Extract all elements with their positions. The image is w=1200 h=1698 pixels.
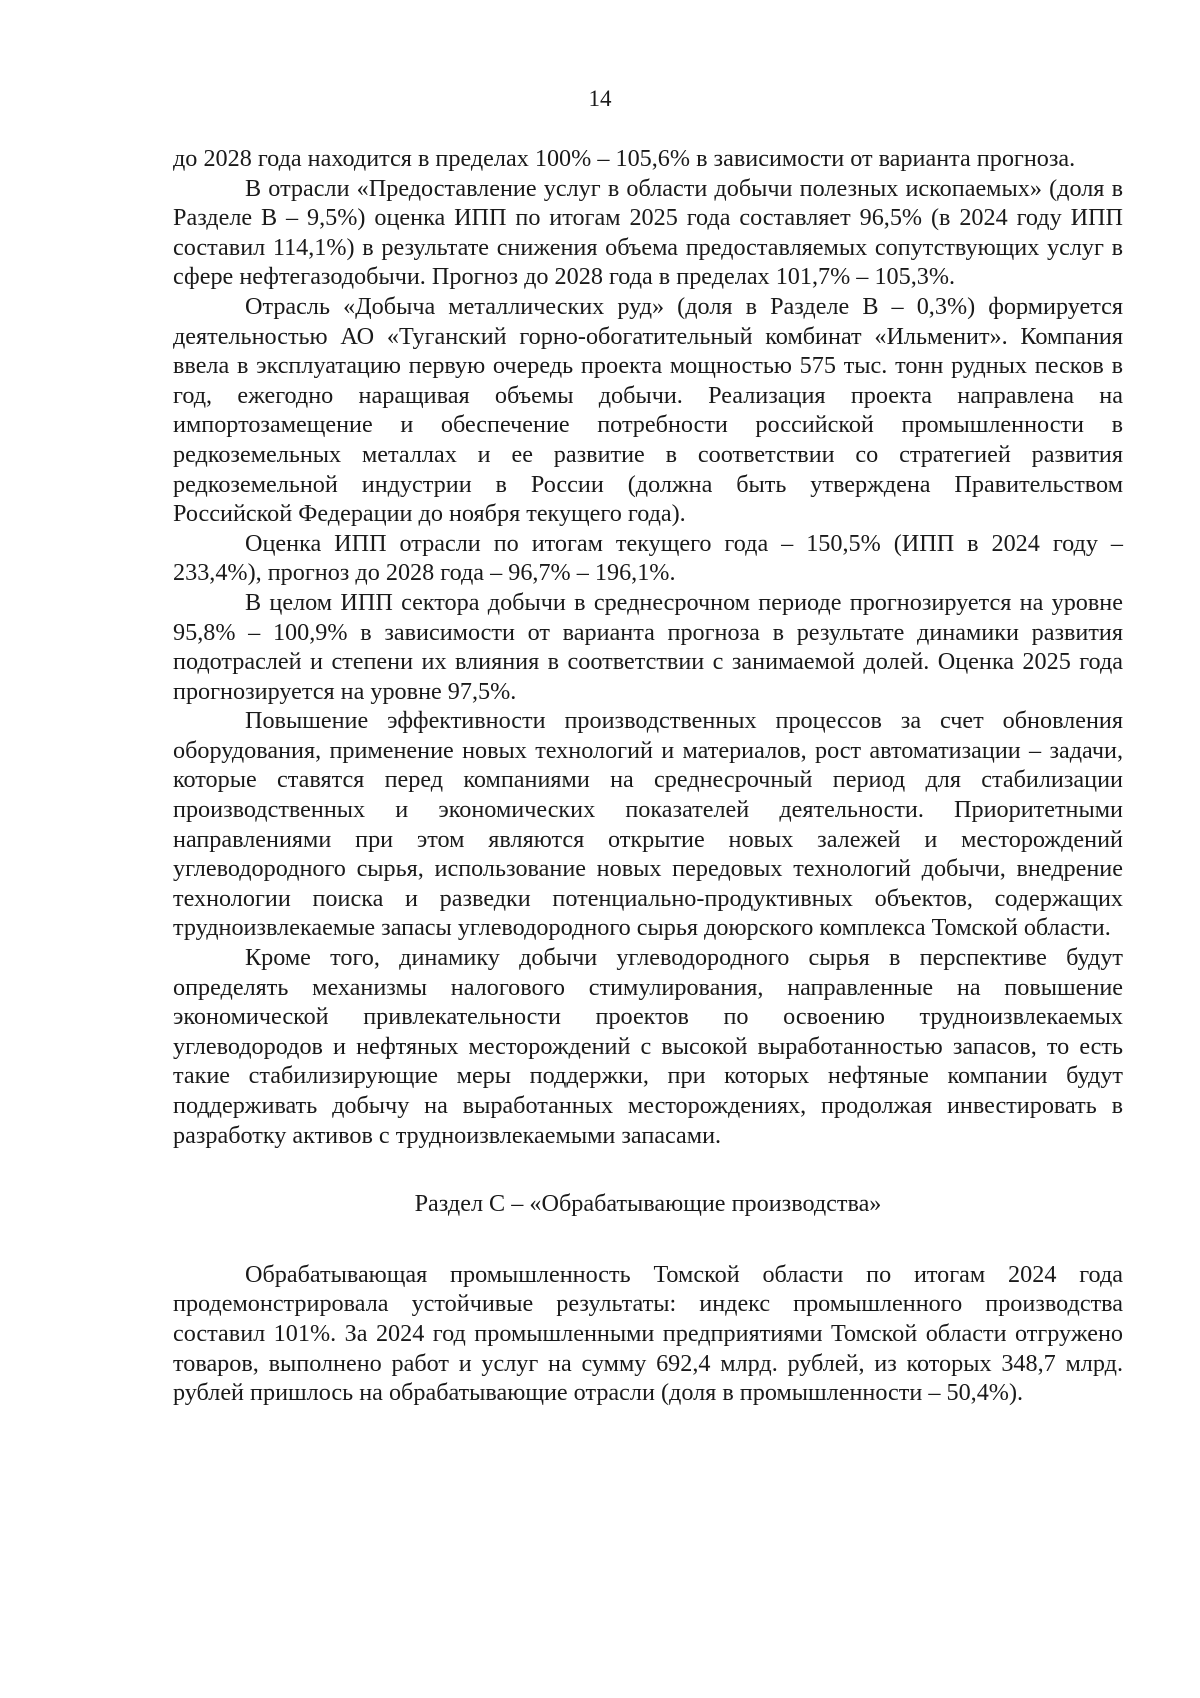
- paragraph-tax-incentives: Кроме того, динамику добычи углеводородного сырья в перспективе будут определять механизмы налогового стимулирования, направленные на повышение экономической привлекательности проектов по освоению трудноизвлекаемых углеводородов и нефтяных месторождений с высокой выработанностью запасов, то есть такие стабилизирующие меры поддержки, при которых нефтяные компании будут поддерживать добычу на выработанных месторождениях, продолжая инвестировать в разработку активов с трудноизвлекаемыми запасами.: [173, 944, 1123, 1149]
- paragraph-manufacturing: Обрабатывающая промышленность Томской области по итогам 2024 года продемонстрировала устойчивые результаты: индекс промышленного производства составил 101%. За 2024 год промышленными предприятиями Томской области отгружено товаров, выполнено работ и услуг на сумму 692,4 млрд. рублей, из которых 348,7 млрд. рублей пришлось на обрабатывающие отрасли (доля в промышленности – 50,4%).: [173, 1260, 1123, 1407]
- section-heading: Раздел С – «Обрабатывающие производства»: [414, 1190, 882, 1218]
- paragraph-continuation: до 2028 года находится в пределах 100% – 105,6% в зависимости от варианта прогноза.: [173, 145, 1076, 172]
- paragraph-services-mining: В отрасли «Предоставление услуг в области добычи полезных ископаемых» (доля в Разделе В – 9,5%) оценка ИПП по итогам 2025 года составляет 96,5% (в 2024 году ИПП составил 114,1%) в результате снижения объема предоставляемых сопутствующих услуг в сфере нефтегазодобычи. Прогноз до 2028 года в пределах 101,7% – 105,3%.: [173, 174, 1123, 291]
- page-number: 14: [588, 86, 612, 111]
- paragraph-metal-ores: Отрасль «Добыча металлических руд» (доля в Разделе В – 0,3%) формируется деятельностью АО «Туганский горно-обогатительный комбинат «Ильменит». Компания ввела в эксплуатацию первую очередь проекта мощностью 575 тыс. тонн рудных песков в год, ежегодно наращивая объемы добычи. Реализация проекта направлена на импортозамещение и обеспечение потребности российской промышленности в редкоземельных металлах и ее развитие в соответствии со стратегией развития редкоземельной индустрии в России (должна быть утверждена Правительством Российской Федерации до ноября текущего года).: [173, 292, 1123, 528]
- paragraph-sector-forecast: В целом ИПП сектора добычи в среднесрочном периоде прогнозируется на уровне 95,8% – 100,9% в зависимости от варианта прогноза в результате динамики развития подотраслей и степени их влияния в соответствии с занимаемой долей. Оценка 2025 года прогнозируется на уровне 97,5%.: [173, 588, 1123, 705]
- paragraph-ipp-estimate: Оценка ИПП отрасли по итогам текущего года – 150,5% (ИПП в 2024 году – 233,4%), прогноз до 2028 года – 96,7% – 196,1%.: [173, 529, 1123, 587]
- paragraph-efficiency: Повышение эффективности производственных процессов за счет обновления оборудования, применение новых технологий и материалов, рост автоматизации – задачи, которые ставятся перед компаниями на среднесрочный период для стабилизации производственных и экономических показателей деятельности. Приоритетными направлениями при этом являются открытие новых залежей и месторождений углеводородного сырья, использование новых передовых технологий добычи, внедрение технологии поиска и разведки потенциально-продуктивных объектов, содержащих трудноизвлекаемые запасы углеводородного сырья доюрского комплекса Томской области.: [173, 707, 1123, 942]
- document-body: [173, 144, 1123, 1408]
